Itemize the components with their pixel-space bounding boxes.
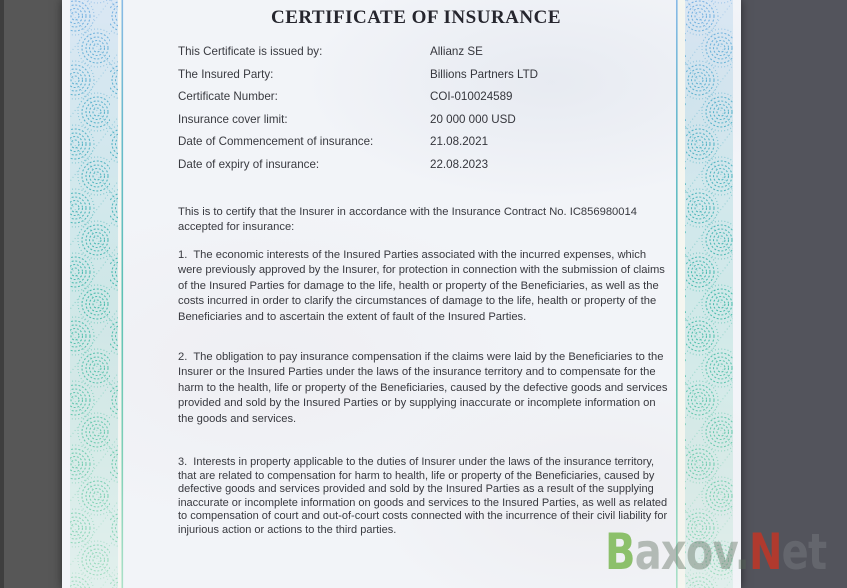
field-label-cover-limit: Insurance cover limit:	[178, 112, 288, 126]
field-label-commencement-date: Date of Commencement of insurance:	[178, 135, 374, 149]
watermark-part-b: B	[605, 523, 635, 581]
watermark-part-axov: axov.	[634, 523, 749, 581]
backdrop-right	[741, 0, 847, 588]
field-label-issued-by: This Certificate is issued by:	[178, 45, 323, 58]
field-label-insured-party: The Insured Party:	[178, 67, 274, 81]
field-value-certificate-number: COI-010024589	[430, 90, 513, 104]
field-value-issued-by: Allianz SE	[430, 45, 483, 58]
field-row-commencement-date	[178, 135, 658, 158]
field-value-insured-party: Billions Partners LTD	[430, 67, 539, 81]
watermark-part-et: et	[781, 523, 827, 581]
certify-intro-paragraph: This is to certify that the Insurer in accordance with the Insurance Contract No. IC856980014 accepted for insurance:	[178, 206, 637, 234]
backdrop-left	[0, 0, 62, 588]
certificate-title: CERTIFICATE OF INSURANCE	[270, 7, 562, 28]
baxov-net-watermark	[605, 523, 827, 581]
certificate-page	[62, 0, 741, 588]
clause-2-paragraph: 2. The obligation to pay insurance compensation if the claims were laid by the Beneficiaries to the Insurer or the Insured Parties under the laws of the insurance territory and to compensate for the harm to the health, life or property of the Beneficiaries, caused by the defective goods and services provided and sold by the Insured Parties or by supplying inaccurate or incomplete information on the goods and services.	[178, 351, 668, 425]
field-row-certificate-number	[178, 90, 658, 113]
field-row-expiry-date	[178, 158, 658, 181]
clause-1-paragraph: 1. The economic interests of the Insured Parties associated with the incurred expenses, which were previously approved by the Insurer, for protection in connection with the submission of claims of the Insured Parties for damage to the life, health or property of the Beneficiaries, as well as the costs incurred in order to clarify the circumstances of damage to the life, health or property of the Beneficiaries and to ascertain the extent of fault of the Insured Parties.	[178, 249, 665, 323]
field-value-commencement-date: 21.08.2021	[430, 135, 489, 149]
watermark-part-n: N	[748, 523, 782, 581]
field-label-certificate-number: Certificate Number:	[178, 90, 278, 104]
backdrop-left-edge	[0, 0, 4, 588]
field-row-issued-by	[178, 45, 658, 68]
certificate-fields	[178, 45, 658, 181]
field-value-expiry-date: 22.08.2023	[430, 157, 489, 171]
field-label-expiry-date: Date of expiry of insurance:	[178, 157, 320, 171]
field-value-cover-limit: 20 000 000 USD	[430, 112, 516, 126]
field-row-cover-limit	[178, 113, 658, 136]
clause-3-paragraph: 3. Interests in property applicable to the duties of Insurer under the laws of the insurance territory, that are related to compensation for harm to health, life or property of the Beneficiaries, caused by defective goods and services provided and sold by the Insured Parties as a result of the supplying inaccurate or incomplete information on goods and services to the Insured Parties, as well as related to compensation of court and out-of-court costs connected with the incurrence of their civil liability for injurious action or actions to the third parties.	[178, 456, 668, 536]
field-row-insured-party	[178, 68, 658, 91]
